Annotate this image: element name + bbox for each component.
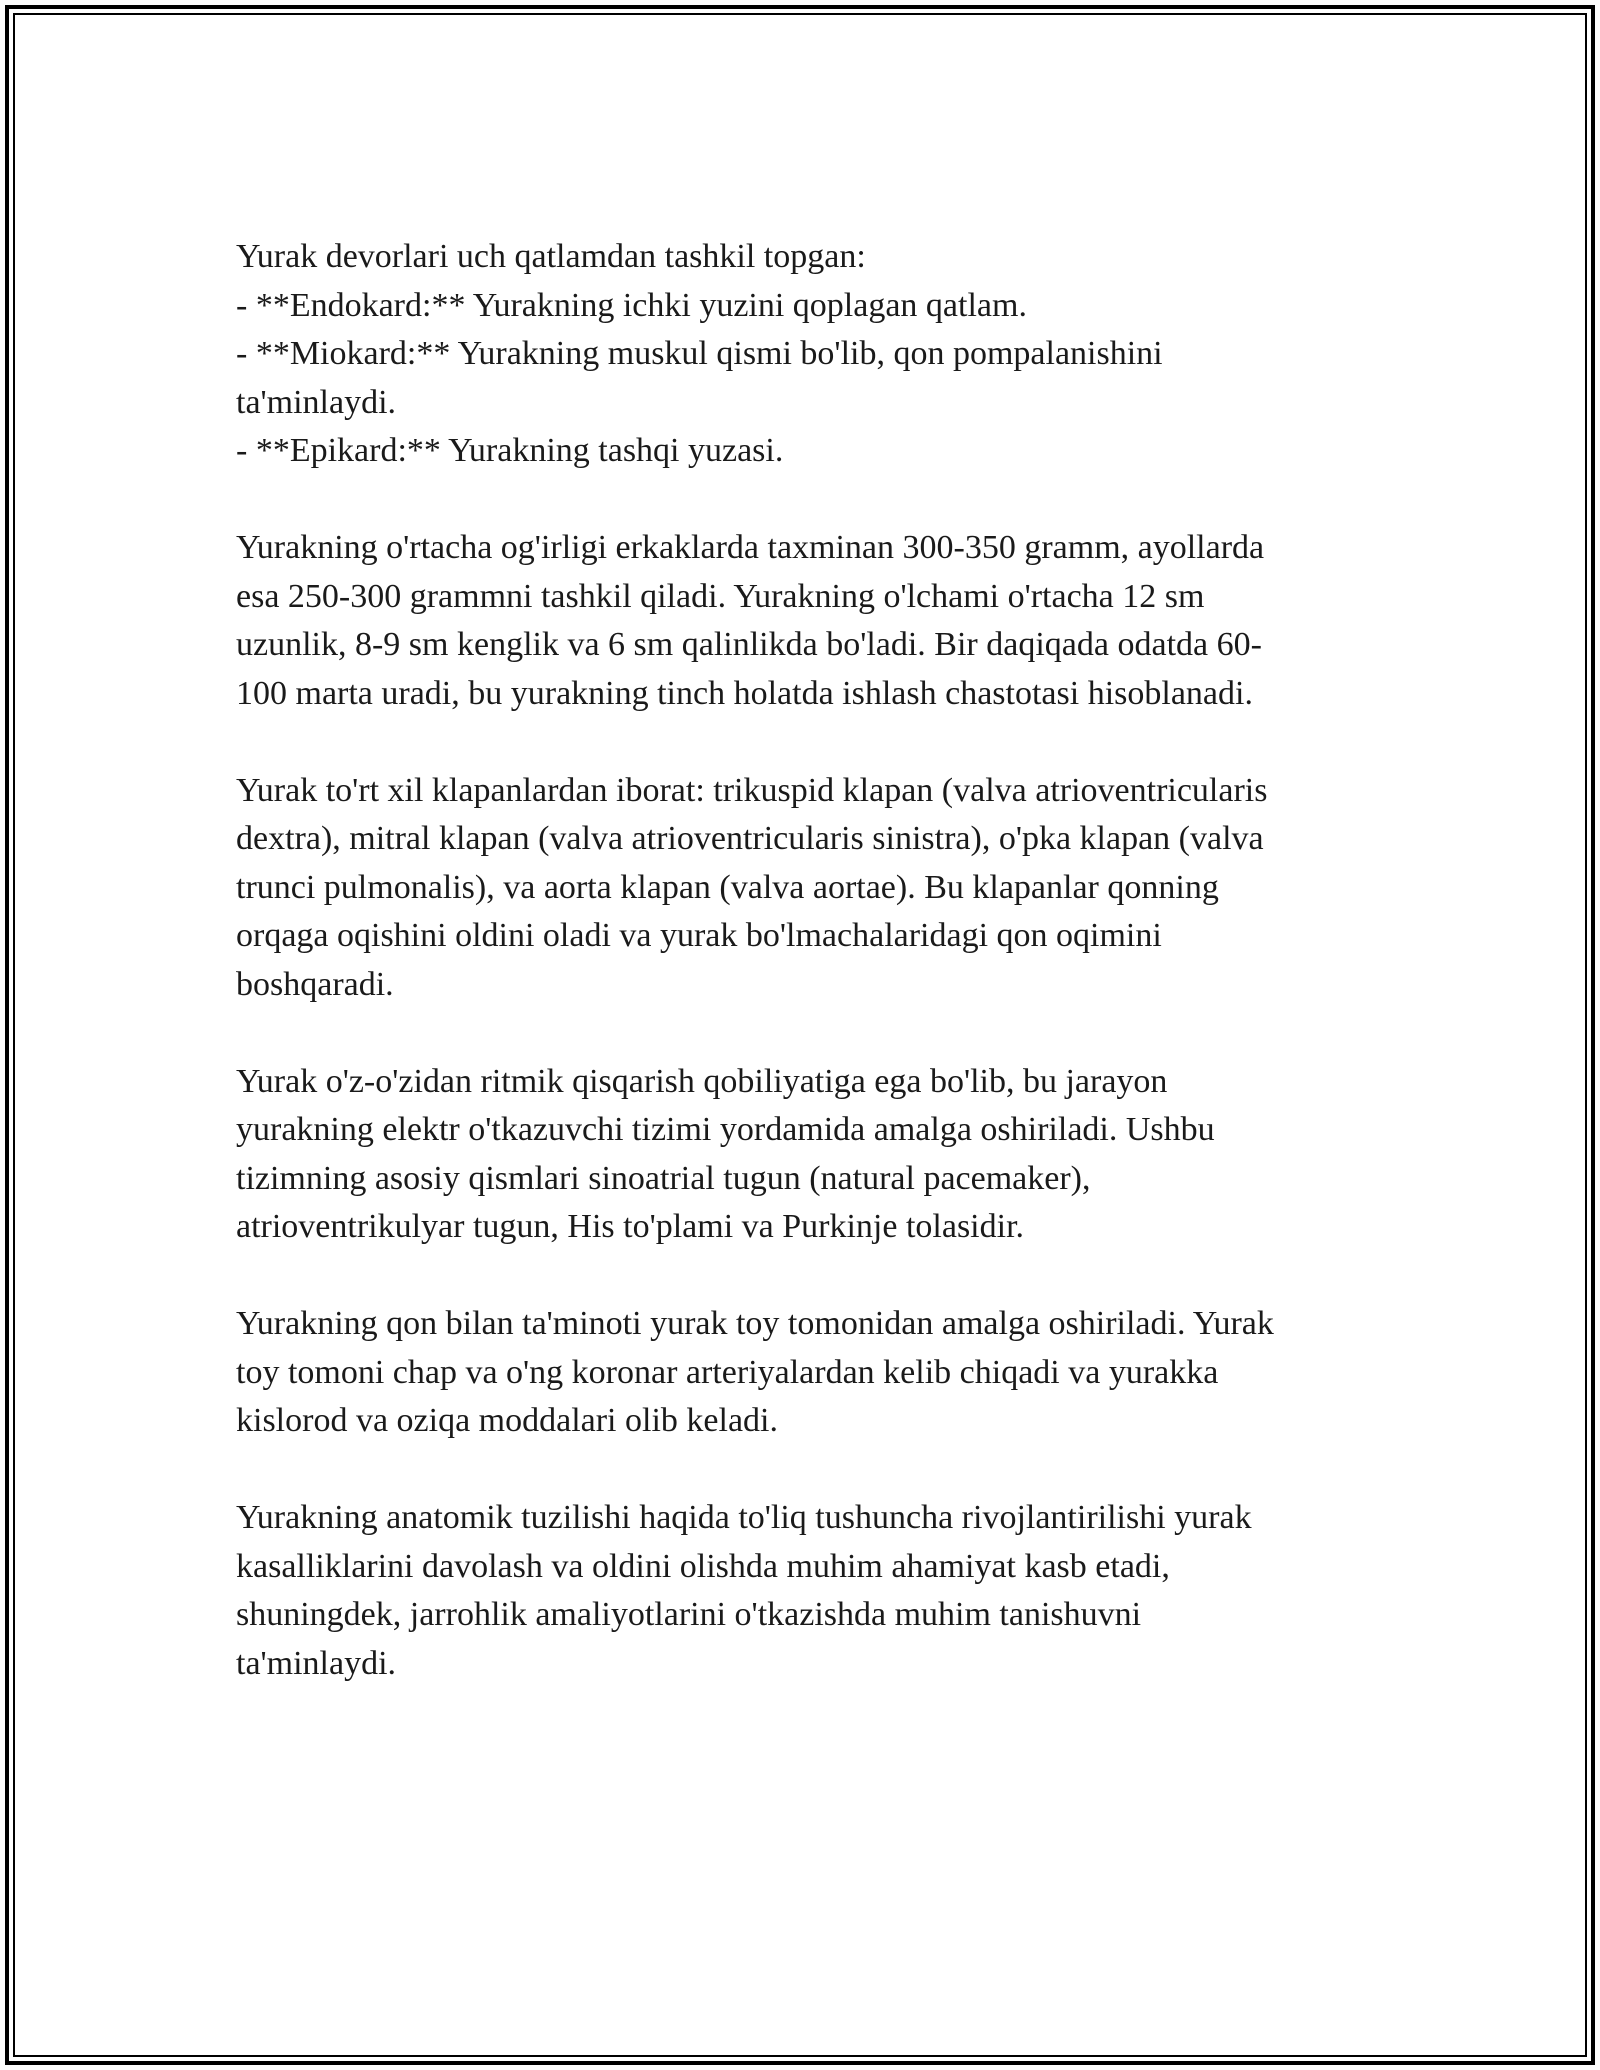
paragraph-line: esa 250-300 grammni tashkil qiladi. Yurakning o'lchami o'rtacha 12 sm [236, 577, 1205, 615]
paragraph-line: Yurak o'z-o'zidan ritmik qisqarish qobiliyatiga ega bo'lib, bu jarayon [236, 1062, 1168, 1100]
document-body [236, 233, 1371, 1737]
paragraph-line: uzunlik, 8-9 sm kenglik va 6 sm qalinlikda bo'ladi. Bir daqiqada odatda 60- [236, 626, 1262, 663]
paragraph-blood-supply [236, 1300, 1371, 1446]
paragraph-line: Yurakning o'rtacha og'irligi erkaklarda taxminan 300-350 gramm, ayollarda [236, 529, 1265, 566]
paragraph-line: ta'minlaydi. [236, 1644, 397, 1682]
paragraph-line: Yurakning qon bilan ta'minoti yurak toy tomonidan amalga oshiriladi. Yurak [236, 1305, 1274, 1342]
paragraph-line: trunci pulmonalis), va aorta klapan (valva aortae). Bu klapanlar qonning [236, 868, 1219, 906]
paragraph-line: yurakning elektr o'tkazuvchi tizimi yordamida amalga oshiriladi. Ushbu [236, 1111, 1215, 1148]
paragraph-line: shuningdek, jarrohlik amaliyotlarini o'tkazishda muhim tanishuvni [236, 1596, 1142, 1633]
layer-item-endokard: - **Endokard:** Yurakning ichki yuzini qoplagan qatlam. [236, 286, 1027, 324]
heart-layers-section [236, 233, 1371, 476]
paragraph-line: toy tomoni chap va o'ng koronar arteriyalardan kelib chiqadi va yurakka [236, 1353, 1219, 1391]
paragraph-line: Yurak to'rt xil klapanlardan iborat: trikuspid klapan (valva atrioventricularis [236, 771, 1268, 809]
layer-item-miokard-continued: ta'minlaydi. [236, 383, 397, 421]
paragraph-line: tizimning asosiy qismlari sinoatrial tugun (natural pacemaker), [236, 1159, 1091, 1197]
paragraph-conduction-system [236, 1058, 1371, 1252]
paragraph-line: orqaga oqishini oldini oladi va yurak bo'lmachalaridagi qon oqimini [236, 917, 1162, 954]
paragraph-line: Yurakning anatomik tuzilishi haqida to'liq tushuncha rivojlantirilishi yurak [236, 1499, 1252, 1536]
paragraph-line: kislorod va oziqa moddalari olib keladi. [236, 1402, 778, 1439]
paragraph-line: atrioventrikulyar tugun, His to'plami va Purkinje tolasidir. [236, 1208, 1025, 1245]
layer-item-epikard: - **Epikard:** Yurakning tashqi yuzasi. [236, 432, 784, 469]
paragraph-line: kasalliklarini davolash va oldini olishda muhim ahamiyat kasb etadi, [236, 1547, 1170, 1585]
paragraph-line: dextra), mitral klapan (valva atrioventricularis sinistra), o'pka klapan (valva [236, 820, 1264, 857]
paragraph-conclusion [236, 1494, 1371, 1688]
paragraph-heart-valves [236, 767, 1371, 1010]
paragraph-heart-size [236, 524, 1371, 718]
layer-item-miokard: - **Miokard:** Yurakning muskul qismi bo'lib, qon pompalanishini [236, 335, 1163, 372]
paragraph-line: 100 marta uradi, bu yurakning tinch holatda ishlash chastotasi hisoblanadi. [236, 674, 1253, 712]
layers-intro: Yurak devorlari uch qatlamdan tashkil topgan: [236, 238, 866, 275]
paragraph-line: boshqaradi. [236, 965, 394, 1003]
